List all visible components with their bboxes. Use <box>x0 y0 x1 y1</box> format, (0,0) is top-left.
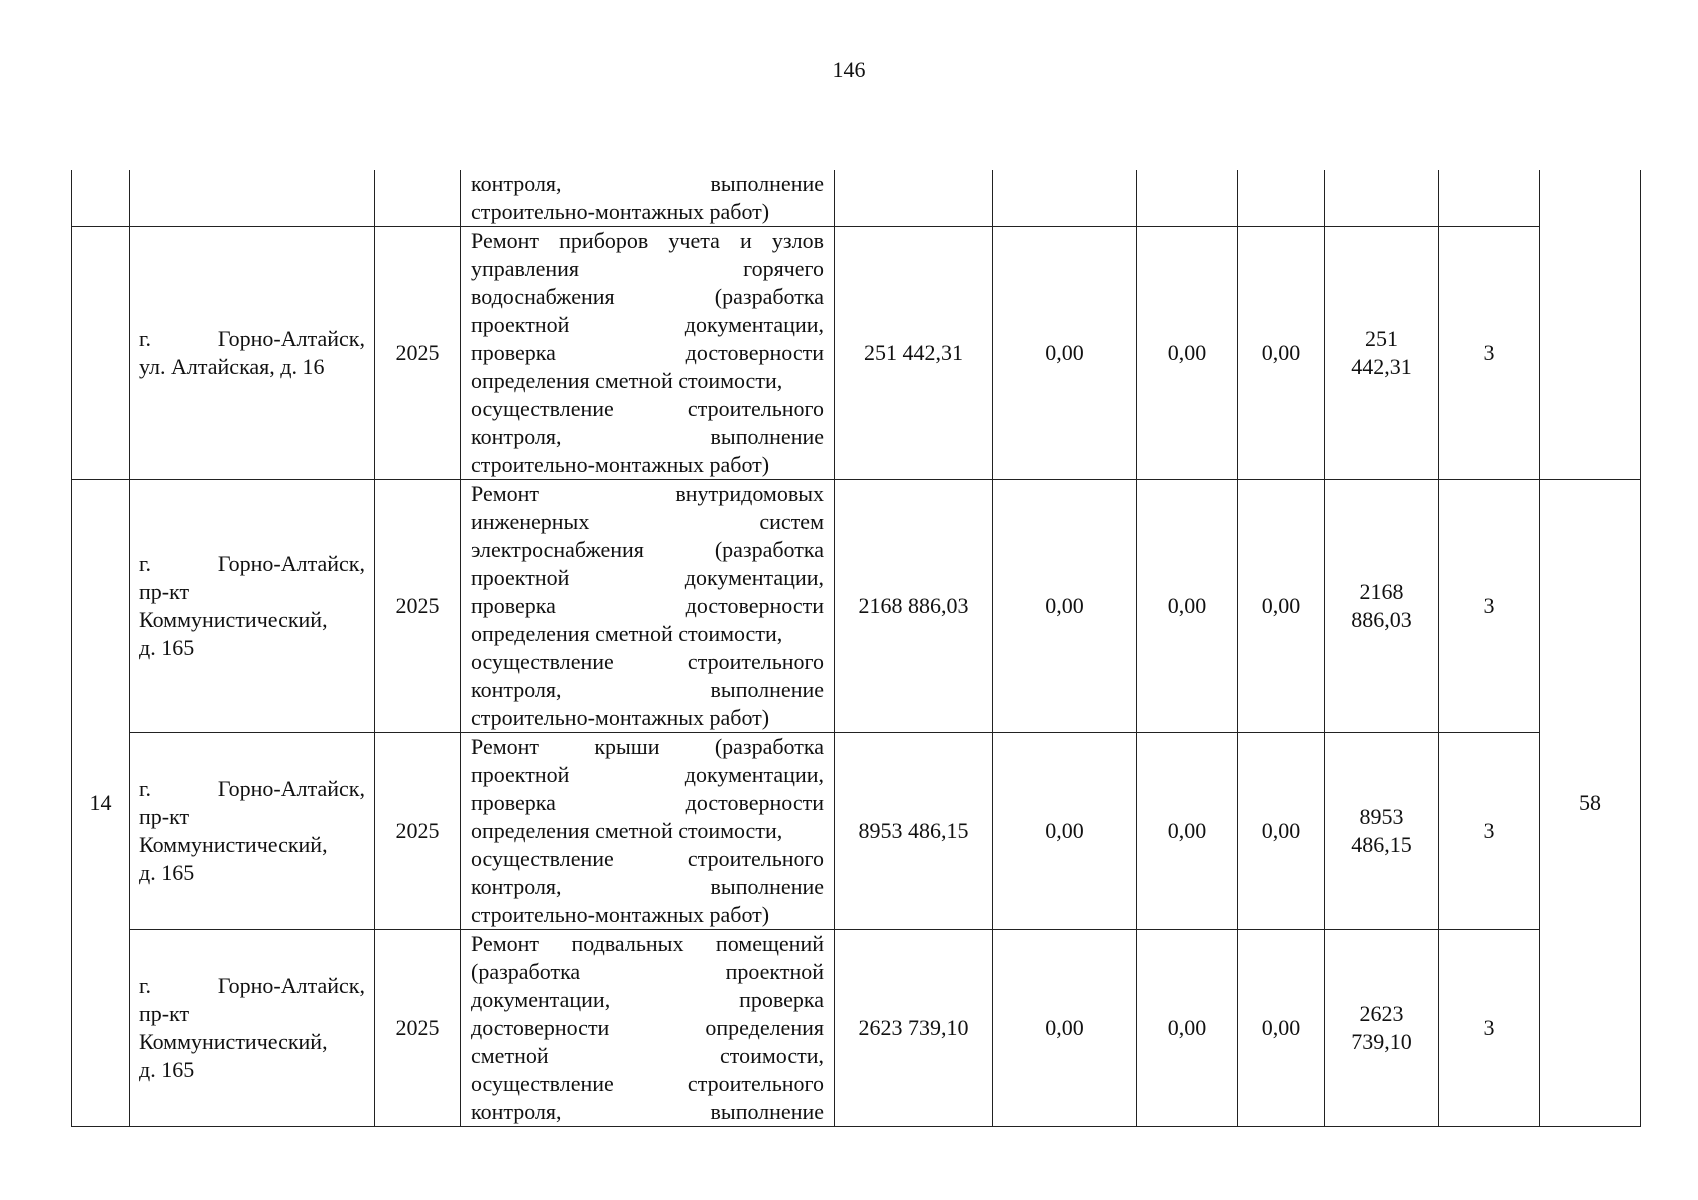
work-line: контроля, выполнение <box>471 424 824 449</box>
zero-cell: 0,00 <box>993 227 1137 480</box>
year-cell: 2025 <box>375 733 461 930</box>
work-line: Ремонт внутридомовых <box>471 481 824 506</box>
work-line: определения сметной стоимости, <box>471 621 783 646</box>
count-cell: 3 <box>1439 733 1540 930</box>
work-line: управления горячего <box>471 256 824 281</box>
address-cell <box>130 170 375 227</box>
work-line: проверка достоверности <box>471 340 824 365</box>
work-line: проектной документации, <box>471 565 824 590</box>
zero-cell: 0,00 <box>1137 480 1238 733</box>
total-line: 251 <box>1365 326 1398 351</box>
works-table <box>71 170 1641 1127</box>
total-cell <box>1325 733 1439 930</box>
address-line: пр-кт <box>139 1001 190 1026</box>
zero-cell: 0,00 <box>1137 733 1238 930</box>
address-line: д. 165 <box>139 1057 195 1082</box>
amount-cell: 251 442,31 <box>835 227 993 480</box>
work-line: проектной документации, <box>471 312 824 337</box>
work-line: контроля, выполнение <box>471 171 824 196</box>
total-line: 486,15 <box>1351 832 1412 857</box>
total-cell <box>1325 930 1439 1127</box>
zero-cell: 0,00 <box>993 480 1137 733</box>
work-line: инженерных систем <box>471 509 824 534</box>
number-cell-top <box>72 170 130 227</box>
work-line: Ремонт подвальных помещений <box>471 931 824 956</box>
group-extra-cell: 58 <box>1540 480 1641 1127</box>
work-line: осуществление строительного <box>471 649 824 674</box>
zero-cell: 0,00 <box>1238 733 1325 930</box>
work-description-cell <box>461 227 835 480</box>
count-cell: 3 <box>1439 480 1540 733</box>
zero-cell <box>993 170 1137 227</box>
address-line: г. Горно-Алтайск, <box>139 326 365 351</box>
work-description-cell <box>461 930 835 1127</box>
zero-cell: 0,00 <box>1238 930 1325 1127</box>
total-line: 442,31 <box>1351 354 1412 379</box>
address-cell <box>130 227 375 480</box>
table-row <box>72 227 1641 480</box>
year-cell: 2025 <box>375 930 461 1127</box>
number-cell-top-continued <box>72 227 130 480</box>
group-number-cell: 14 <box>72 480 130 1127</box>
work-line: проверка достоверности <box>471 790 824 815</box>
address-line: г. Горно-Алтайск, <box>139 973 365 998</box>
address-line: Коммунистический, <box>139 1029 328 1054</box>
extra-cell-top <box>1540 170 1641 480</box>
zero-cell: 0,00 <box>993 930 1137 1127</box>
count-cell <box>1439 170 1540 227</box>
work-line: электроснабжения (разработка <box>471 537 824 562</box>
work-description-cell <box>461 480 835 733</box>
zero-cell: 0,00 <box>1137 930 1238 1127</box>
year-cell <box>375 170 461 227</box>
work-line: сметной стоимости, <box>471 1043 824 1068</box>
address-line: пр-кт <box>139 804 190 829</box>
total-line: 739,10 <box>1351 1029 1412 1054</box>
work-line: Ремонт крыши (разработка <box>471 734 824 759</box>
table-row <box>72 930 1641 1127</box>
table-row-fragment <box>72 170 1641 227</box>
total-cell <box>1325 170 1439 227</box>
year-cell: 2025 <box>375 227 461 480</box>
amount-cell <box>835 170 993 227</box>
zero-cell <box>1238 170 1325 227</box>
total-line: 2623 <box>1359 1001 1404 1026</box>
address-line: д. 165 <box>139 860 195 885</box>
work-line: определения сметной стоимости, <box>471 368 783 393</box>
zero-cell: 0,00 <box>1238 480 1325 733</box>
address-line: Коммунистический, <box>139 607 328 632</box>
address-line: ул. Алтайская, д. 16 <box>139 354 325 379</box>
zero-cell <box>1137 170 1238 227</box>
work-line: строительно-монтажных работ) <box>471 452 770 477</box>
work-line: осуществление строительного <box>471 846 824 871</box>
work-line: документации, проверка <box>471 987 824 1012</box>
work-line: строительно-монтажных работ) <box>471 199 770 224</box>
work-line: осуществление строительного <box>471 1071 824 1096</box>
count-cell: 3 <box>1439 227 1540 480</box>
work-line: достоверности определения <box>471 1015 824 1040</box>
address-cell <box>130 480 375 733</box>
work-line: проверка достоверности <box>471 593 824 618</box>
work-line: проектной документации, <box>471 762 824 787</box>
table-row <box>72 480 1641 733</box>
count-cell: 3 <box>1439 930 1540 1127</box>
address-cell <box>130 930 375 1127</box>
total-cell <box>1325 480 1439 733</box>
work-line: осуществление строительного <box>471 396 824 421</box>
total-line: 886,03 <box>1351 607 1412 632</box>
work-line: строительно-монтажных работ) <box>471 902 770 927</box>
work-line: контроля, выполнение <box>471 677 824 702</box>
work-line: контроля, выполнение <box>471 874 824 899</box>
total-line: 2168 <box>1359 579 1404 604</box>
work-line: определения сметной стоимости, <box>471 818 783 843</box>
amount-cell: 8953 486,15 <box>835 733 993 930</box>
page-number: 146 <box>832 57 866 82</box>
address-line: г. Горно-Алтайск, <box>139 551 365 576</box>
work-line: Ремонт приборов учета и узлов <box>471 228 824 253</box>
address-line: г. Горно-Алтайск, <box>139 776 365 801</box>
work-line: контроля, выполнение <box>471 1099 824 1124</box>
address-line: Коммунистический, <box>139 832 328 857</box>
work-description-cell <box>461 170 835 227</box>
work-line: (разработка проектной <box>471 959 824 984</box>
zero-cell: 0,00 <box>1238 227 1325 480</box>
year-cell: 2025 <box>375 480 461 733</box>
work-line: строительно-монтажных работ) <box>471 705 770 730</box>
total-cell <box>1325 227 1439 480</box>
work-line: водоснабжения (разработка <box>471 284 824 309</box>
total-line: 8953 <box>1359 804 1404 829</box>
table-row <box>72 733 1641 930</box>
address-line: пр-кт <box>139 579 190 604</box>
address-line: д. 165 <box>139 635 195 660</box>
amount-cell: 2168 886,03 <box>835 480 993 733</box>
zero-cell: 0,00 <box>993 733 1137 930</box>
work-description-cell <box>461 733 835 930</box>
address-cell <box>130 733 375 930</box>
zero-cell: 0,00 <box>1137 227 1238 480</box>
amount-cell: 2623 739,10 <box>835 930 993 1127</box>
